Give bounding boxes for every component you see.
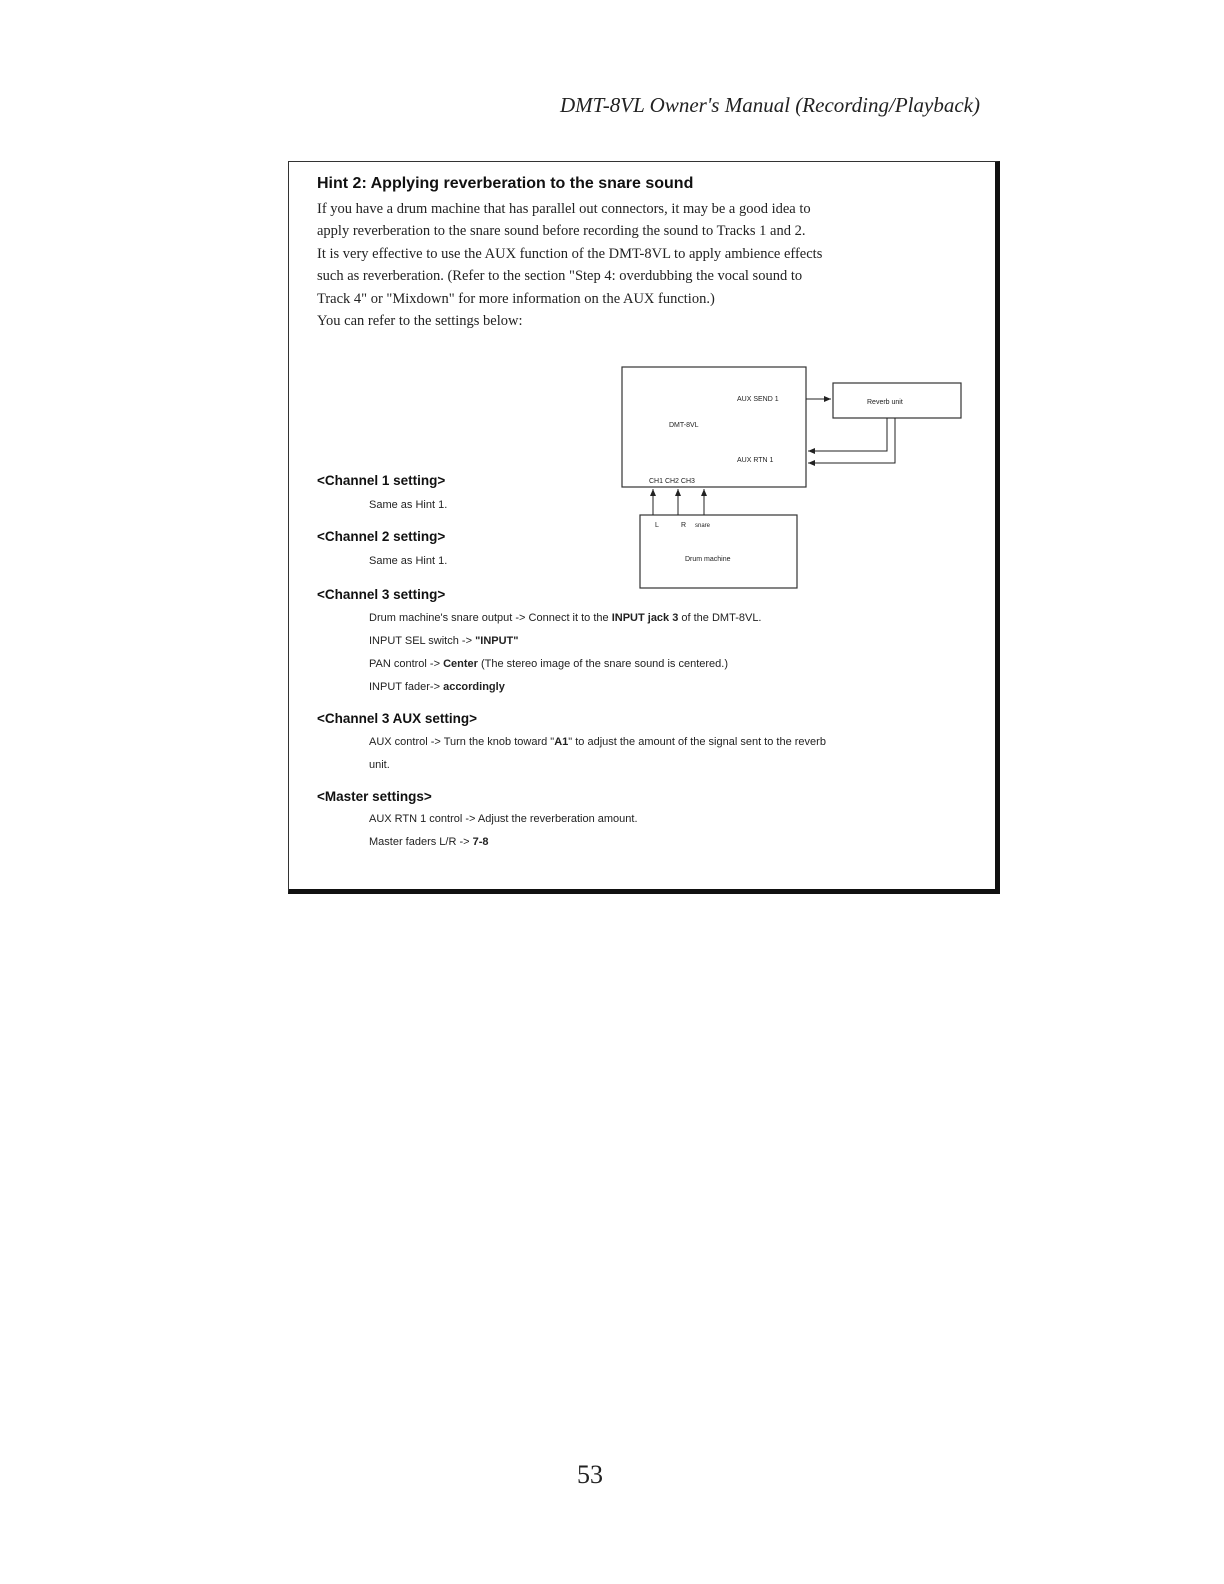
page-header: DMT-8VL Owner's Manual (Recording/Playback) — [560, 93, 980, 117]
channel3-line — [369, 612, 989, 624]
channel2-heading: <Channel 2 setting> — [317, 529, 446, 544]
text-run: of the DMT-8VL. — [678, 612, 762, 624]
channel1-text: Same as Hint 1. — [369, 499, 448, 511]
drum-output-label: R — [681, 522, 687, 529]
text-run: Drum machine's snare output -> Connect it to the — [369, 612, 612, 624]
aux-heading: <Channel 3 AUX setting> — [317, 711, 478, 726]
hint-body-line: Track 4" or "Mixdown" for more information on the AUX function.) — [317, 290, 715, 307]
text-run: (The stereo image of the snare sound is centered.) — [477, 658, 728, 670]
drum-machine-box — [640, 515, 797, 588]
hint-body-line: If you have a drum machine that has parallel out connectors, it may be a good idea to — [317, 201, 811, 217]
hint-box — [288, 161, 1000, 894]
drum-output-label: snare — [695, 523, 711, 529]
hint-body-line: such as reverberation. (Refer to the section "Step 4: overdubbing the vocal sound to — [317, 268, 803, 285]
return-line — [808, 418, 887, 451]
text-run-bold: 7-8 — [472, 836, 489, 848]
text-run-bold: Center — [443, 658, 478, 670]
text-run: INPUT SEL switch -> — [369, 635, 476, 647]
text-run-bold: A1 — [554, 736, 569, 748]
channels-label: CH1 CH2 CH3 — [649, 478, 695, 485]
hint-body — [317, 198, 977, 332]
hint-body-line: It is very effective to use the AUX function of the DMT-8VL to apply ambience effects — [317, 245, 823, 262]
channel1-heading: <Channel 1 setting> — [317, 473, 446, 488]
text-run: PAN control -> — [369, 658, 444, 670]
hint-title: Hint 2: Applying reverberation to the snare sound — [317, 175, 694, 192]
hint-body-line: apply reverberation to the snare sound before recording the sound to Tracks 1 and 2. — [317, 223, 806, 240]
channel3-line — [369, 658, 989, 670]
hint-body-line: You can refer to the settings below: — [317, 313, 523, 330]
text-run: " to adjust the amount of the signal sent to the reverb — [568, 736, 826, 748]
text-run-bold: "INPUT" — [475, 635, 519, 647]
drum-machine-label: Drum machine — [685, 556, 731, 563]
aux-line: unit. — [369, 759, 390, 771]
aux-rtn-label: AUX RTN 1 — [737, 457, 774, 464]
master-line: AUX RTN 1 control -> Adjust the reverberation amount. — [369, 813, 638, 825]
mixer-box — [622, 367, 806, 487]
return-line — [808, 418, 895, 463]
channel3-heading: <Channel 3 setting> — [317, 587, 446, 602]
text-run-bold: INPUT jack 3 — [611, 612, 679, 624]
channel3-line — [369, 681, 989, 693]
channel3-line — [369, 635, 989, 647]
page-number: 53 — [577, 1460, 603, 1489]
mixer-label: DMT-8VL — [669, 422, 699, 429]
text-run-bold: accordingly — [443, 681, 505, 693]
text-run: AUX control -> Turn the knob toward " — [369, 736, 555, 748]
master-heading: <Master settings> — [317, 789, 432, 804]
channel2-text: Same as Hint 1. — [369, 555, 448, 567]
reverb-label: Reverb unit — [867, 399, 903, 406]
aux-line — [369, 736, 989, 748]
master-line — [369, 836, 989, 848]
drum-output-label: L — [655, 522, 659, 529]
aux-send-label: AUX SEND 1 — [737, 396, 779, 403]
text-run: INPUT fader-> — [369, 681, 444, 693]
text-run: Master faders L/R -> — [369, 836, 473, 848]
